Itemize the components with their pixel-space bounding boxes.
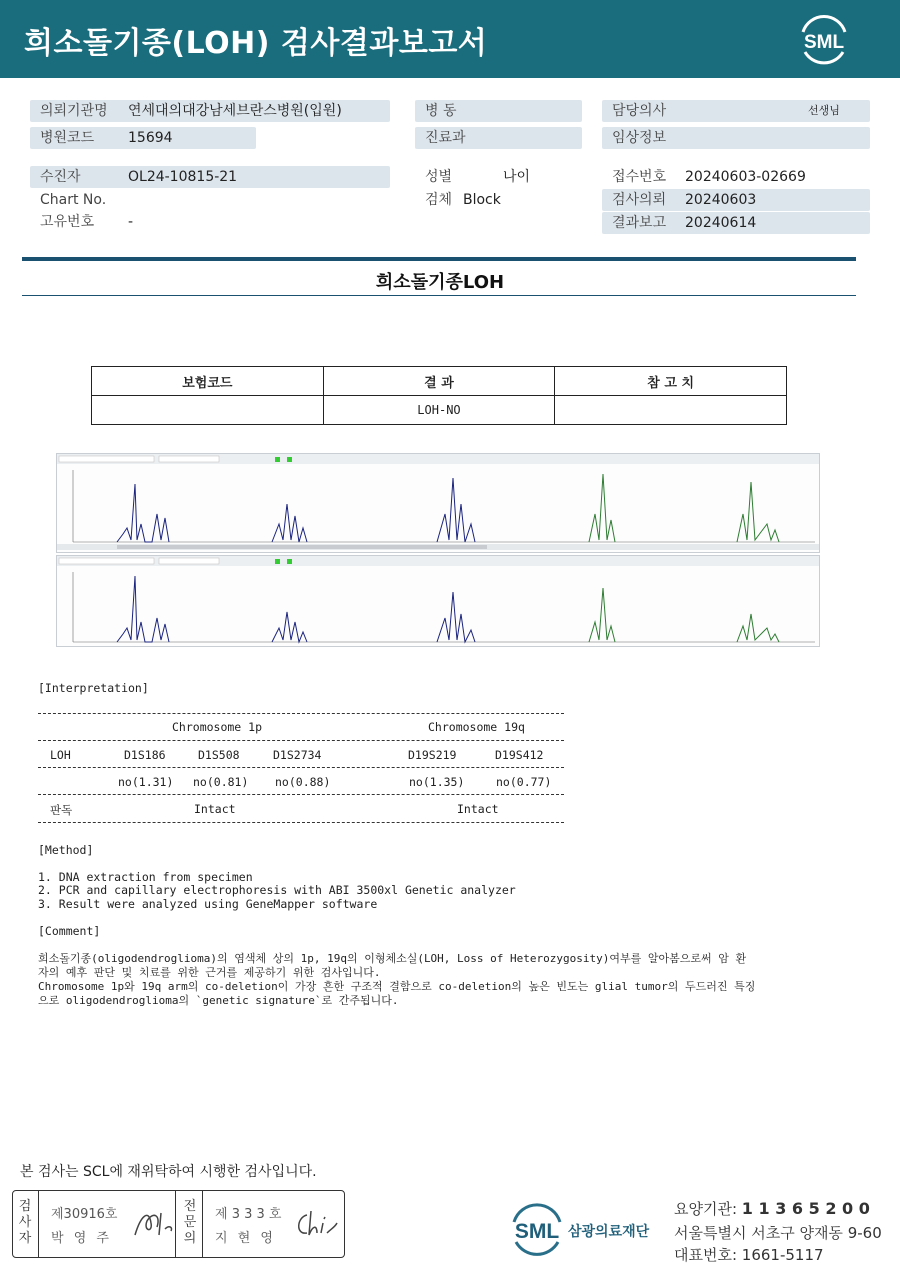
institution-value: 연세대의대강남세브란스병원(입원): [128, 103, 342, 119]
section-divider-bottom: [22, 295, 856, 296]
result-cell: LOH-NO: [323, 396, 555, 425]
result-header: 결 과: [323, 367, 555, 396]
reference-cell: [555, 396, 787, 425]
specialist-signature: [293, 1207, 339, 1241]
department-field: 진료과: [415, 127, 582, 149]
interpretation-heading: [Interpretation]: [38, 681, 149, 695]
electropherogram-bottom: [56, 555, 820, 647]
judgment-label: 판독: [50, 803, 73, 817]
hospital-code-field: 병원코드 15694: [30, 127, 256, 149]
agency-number: 요양기관: 1 1 3 6 5 2 0 0: [674, 1199, 870, 1218]
report-date-field: 결과보고 20240614: [602, 212, 870, 234]
patient-field: 수진자 OL24-10815-21: [30, 166, 390, 188]
comment-line-1: 희소돌기종(oligodendroglioma)의 염색체 상의 1p, 19q의 이형체소실(LOH, Loss of Heterozygosity)여부를 알아봄으로써 암 환: [38, 952, 747, 965]
chr1p-header: Chromosome 1p: [172, 720, 263, 734]
marker-d1s508: D1S508: [198, 748, 240, 762]
ward-field: 병 동: [415, 100, 582, 122]
marker-d19s219: D19S219: [408, 748, 457, 762]
comment-heading: [Comment]: [38, 924, 101, 938]
specialist-label: 전 문 의: [183, 1199, 197, 1246]
method-line-3: 3. Result were analyzed using GeneMapper software: [38, 897, 378, 911]
patient-value: OL24-10815-21: [128, 169, 238, 185]
sml-logo: [795, 12, 853, 66]
examiner-label: 검 사 자: [18, 1199, 32, 1246]
section-title: 희소돌기종LOH: [375, 272, 505, 293]
method-line-2: 2. PCR and capillary electrophoresis with ABI 3500xl Genetic analyzer: [38, 883, 516, 897]
specialist-number: 제 3 3 3 호: [215, 1207, 282, 1222]
reference-header: 참 고 치: [555, 367, 787, 396]
examiner-number: 제30916호: [51, 1207, 118, 1222]
sex-age-field: 성별 나이: [425, 169, 531, 185]
value-d1s508: no(0.81): [193, 775, 249, 789]
insurance-code-cell: [92, 396, 324, 425]
specialist-name: 지 현 영: [215, 1231, 276, 1246]
marker-d1s186: D1S186: [124, 748, 166, 762]
judgment-19q: Intact: [457, 802, 499, 816]
section-divider-top: [22, 257, 856, 261]
insurance-code-header: 보험코드: [92, 367, 324, 396]
marker-d19s412: D19S412: [495, 748, 544, 762]
receipt-value: 20240603-02669: [685, 169, 806, 185]
doctor-field: 담당의사 선생님: [602, 100, 870, 122]
report-title: 희소돌기종(LOH) 검사결과보고서: [24, 26, 488, 61]
request-date-field: 검사의뢰 20240603: [602, 189, 870, 211]
value-d1s2734: no(0.88): [275, 775, 331, 789]
footer-note: 본 검사는 SCL에 재위탁하여 시행한 검사입니다.: [20, 1164, 317, 1180]
value-d19s412: no(0.77): [496, 775, 552, 789]
svg-text:SML: SML: [514, 1220, 560, 1243]
chr19q-header: Chromosome 19q: [428, 720, 525, 734]
electropherogram-bottom-plot: [57, 556, 819, 646]
clinical-info-field: 임상정보: [602, 127, 870, 149]
unique-no-field: 고유번호 -: [40, 214, 134, 230]
specimen-value: Block: [463, 192, 501, 208]
comment-line-3: Chromosome 1p와 19q arm의 co-deletion이 가장 흔한 구조적 결함으로 co-deletion의 높은 빈도는 glial tumor의 두드러진 특징: [38, 980, 756, 993]
signature-box: [12, 1190, 345, 1258]
chart-no-field: Chart No.: [40, 192, 107, 208]
org-address: 서울특별시 서초구 양재동 9-60: [674, 1224, 882, 1242]
institution-field: 의뢰기관명 연세대의대강남세브란스병원(입원): [30, 100, 390, 122]
comment-line-2: 자의 예후 판단 및 치료를 위한 근거를 제공하기 위한 검사입니다.: [38, 966, 381, 979]
examiner-signature: [131, 1205, 175, 1241]
result-table: [91, 366, 787, 425]
method-line-1: 1. DNA extraction from specimen: [38, 870, 253, 884]
svg-text:SML: SML: [803, 32, 845, 53]
comment-line-4: 으로 oligodendroglioma의 `genetic signature`로 간주됩니다.: [38, 994, 399, 1007]
electropherogram-top-plot: [57, 454, 819, 552]
examiner-name: 박 영 주: [51, 1231, 112, 1246]
value-d19s219: no(1.35): [409, 775, 465, 789]
svg-text:삼광의료재단: 삼광의료재단: [568, 1224, 650, 1240]
electropherogram-top: [56, 453, 820, 553]
org-logo: [510, 1200, 680, 1260]
report-header: [0, 0, 900, 78]
loh-label: LOH: [50, 748, 71, 762]
specimen-field: 검체 Block: [415, 189, 585, 211]
phone-number: 대표번호: 1661-5117: [674, 1246, 824, 1264]
method-heading: [Method]: [38, 843, 94, 857]
judgment-1p: Intact: [194, 802, 236, 816]
receipt-field: 접수번호 20240603-02669: [602, 166, 870, 188]
marker-d1s2734: D1S2734: [273, 748, 322, 762]
hospital-code-value: 15694: [128, 130, 173, 146]
value-d1s186: no(1.31): [118, 775, 174, 789]
